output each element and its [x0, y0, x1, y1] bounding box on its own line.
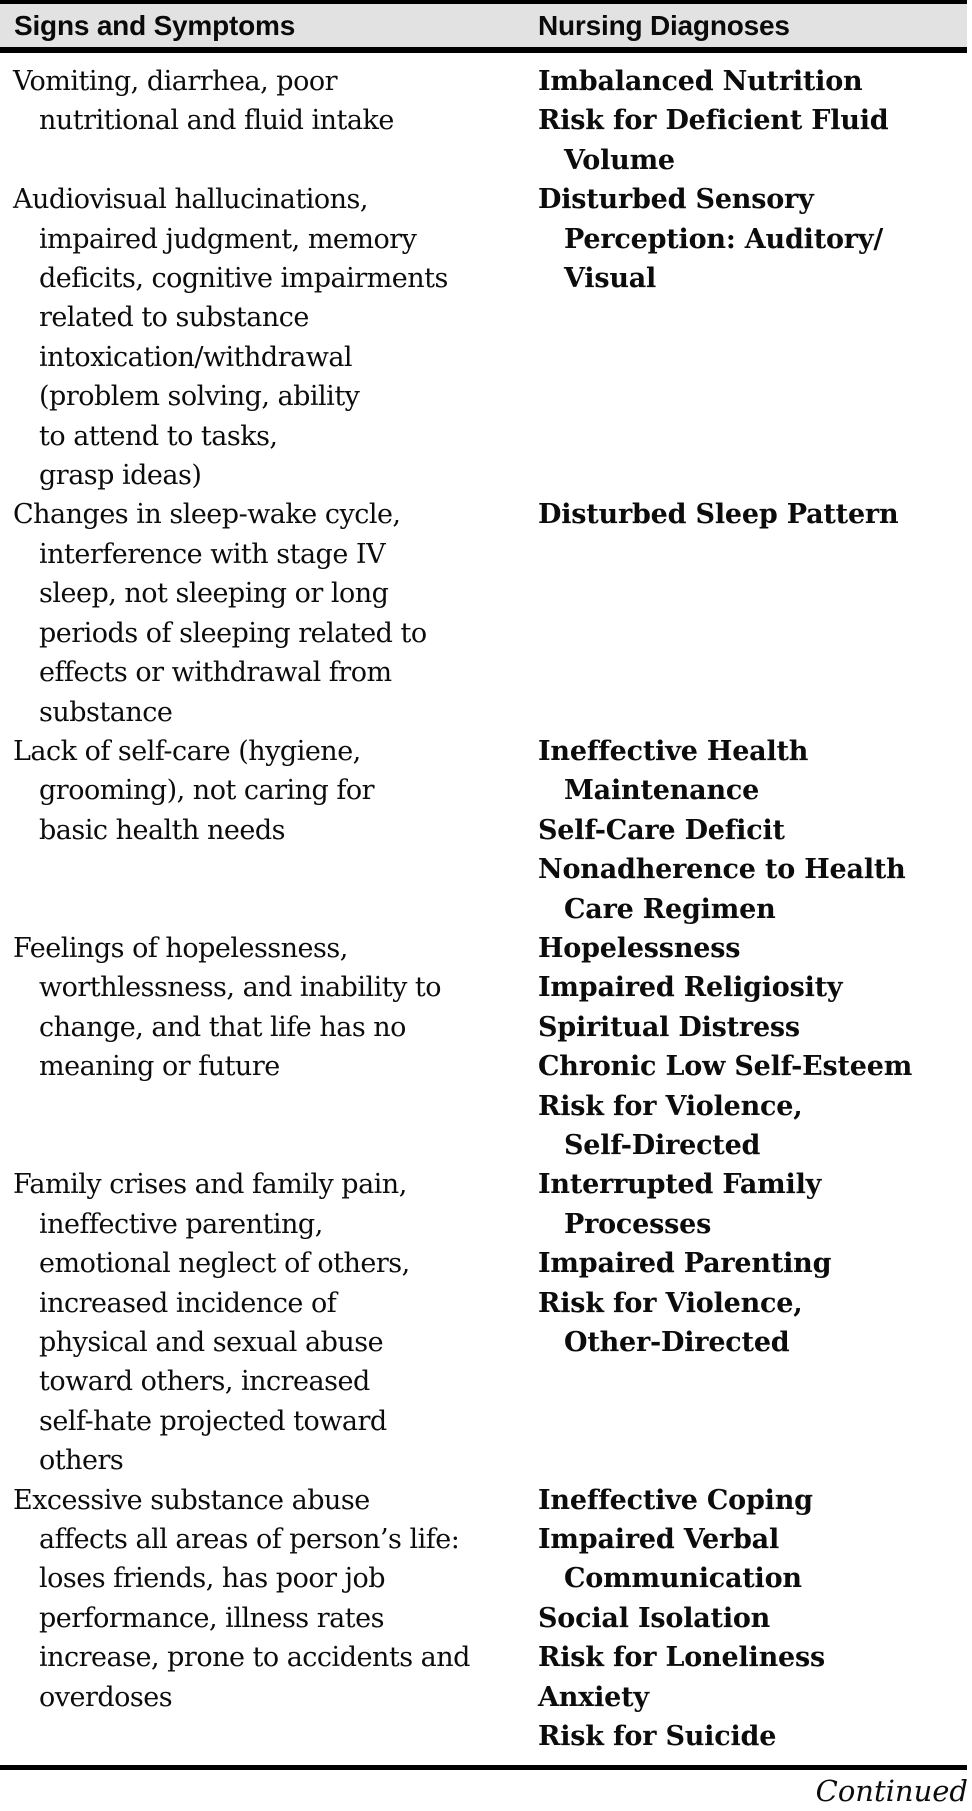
symptom-line: related to substance — [39, 302, 309, 334]
symptom-line: Feelings of hopelessness, — [13, 932, 348, 964]
symptom-line: emotional neglect of others, — [39, 1248, 410, 1280]
diagnosis-line: Maintenance — [564, 775, 760, 807]
diagnosis-line: Chronic Low Self-Esteem — [538, 1051, 913, 1083]
diagnosis-line: Disturbed Sensory — [538, 184, 814, 216]
symptom-line: to attend to tasks, — [39, 420, 278, 452]
symptom-line: performance, illness rates — [39, 1602, 384, 1634]
table-row — [13, 180, 972, 495]
symptom-line: deficits, cognitive impairments — [39, 263, 448, 295]
bottom-border-rule — [0, 1765, 967, 1770]
diagnoses-cell — [538, 1481, 972, 1757]
symptom-line: effects or withdrawal from — [39, 657, 392, 689]
symptoms-cell — [13, 180, 538, 495]
diagnosis-line: Risk for Deficient Fluid — [538, 105, 889, 137]
symptom-line: overdoses — [39, 1681, 173, 1713]
symptom-line: meaning or future — [39, 1051, 280, 1083]
symptom-line: Lack of self-care (hygiene, — [13, 735, 361, 767]
symptoms-cell — [13, 1165, 538, 1480]
diagnoses-cell — [538, 62, 972, 180]
diagnoses-cell — [538, 180, 972, 298]
symptom-line: Changes in sleep-wake cycle, — [13, 499, 401, 531]
symptom-line: grooming), not caring for — [39, 775, 375, 807]
symptom-line: Excessive substance abuse — [13, 1484, 370, 1516]
symptom-line: affects all areas of person’s life: — [39, 1524, 460, 1556]
symptom-line: increase, prone to accidents and — [39, 1642, 470, 1674]
symptom-line: substance — [39, 696, 173, 728]
diagnosis-line: Imbalanced Nutrition — [538, 66, 863, 97]
diagnosis-line: Social Isolation — [538, 1602, 771, 1634]
symptom-line: (problem solving, ability — [39, 381, 360, 413]
diagnosis-line: Hopelessness — [538, 932, 741, 964]
symptom-line: change, and that life has no — [39, 1011, 406, 1043]
column-header-signs-and-symptoms: Signs and Symptoms — [14, 9, 296, 41]
symptom-line: grasp ideas) — [39, 460, 202, 492]
symptom-line: nutritional and fluid intake — [39, 105, 394, 137]
diagnosis-line: Perception: Auditory/ — [564, 223, 883, 255]
table-body — [0, 53, 972, 1756]
diagnosis-line: Visual — [564, 263, 657, 295]
symptom-line: periods of sleeping related to — [39, 617, 427, 649]
diagnoses-cell — [538, 732, 972, 929]
diagnosis-line: Impaired Religiosity — [538, 972, 843, 1004]
diagnosis-line: Risk for Loneliness — [538, 1642, 825, 1674]
table-row — [13, 732, 972, 929]
diagnoses-cell — [538, 929, 972, 1165]
symptom-line: physical and sexual abuse — [39, 1327, 384, 1358]
symptom-line: Family crises and family pain, — [13, 1169, 407, 1201]
table-row — [13, 62, 972, 180]
diagnoses-cell — [538, 1165, 972, 1362]
diagnosis-line: Impaired Verbal — [538, 1524, 780, 1556]
symptoms-cell — [13, 62, 538, 141]
symptom-line: others — [39, 1445, 124, 1477]
table-row — [13, 1481, 972, 1757]
diagnosis-line: Anxiety — [538, 1681, 649, 1713]
symptom-line: loses friends, has poor job — [39, 1563, 385, 1595]
column-header-nursing-diagnoses: Nursing Diagnoses — [538, 9, 790, 41]
symptoms-cell — [13, 929, 538, 1087]
table-header-row — [0, 4, 967, 47]
diagnosis-line: Other-Directed — [564, 1327, 790, 1358]
symptoms-cell — [13, 495, 538, 731]
diagnosis-line: Nonadherence to Health — [538, 854, 906, 886]
diagnosis-line: Volume — [564, 144, 675, 176]
diagnosis-line: Risk for Violence, — [538, 1287, 803, 1319]
diagnosis-line: Communication — [564, 1563, 802, 1595]
diagnosis-line: Care Regimen — [564, 893, 776, 925]
diagnosis-line: Ineffective Coping — [538, 1484, 813, 1516]
table-row — [13, 495, 972, 731]
symptom-line: interference with stage IV — [39, 538, 386, 570]
symptom-line: increased incidence of — [39, 1287, 337, 1319]
diagnosis-line: Processes — [564, 1208, 712, 1240]
symptom-line: basic health needs — [39, 814, 285, 846]
diagnosis-line: Risk for Violence, — [538, 1090, 803, 1122]
diagnosis-line: Impaired Parenting — [538, 1248, 832, 1280]
diagnosis-line: Risk for Suicide — [538, 1721, 777, 1753]
symptom-line: intoxication/withdrawal — [39, 341, 353, 373]
diagnoses-cell — [538, 495, 972, 534]
diagnosis-line: Disturbed Sleep Pattern — [538, 499, 899, 531]
diagnosis-line: Self-Directed — [564, 1129, 761, 1161]
diagnosis-line: Interrupted Family — [538, 1169, 822, 1201]
diagnosis-line: Spiritual Distress — [538, 1011, 800, 1043]
symptom-line: Audiovisual hallucinations, — [13, 184, 368, 216]
symptom-line: impaired judgment, memory — [39, 223, 417, 255]
table-row — [13, 929, 972, 1165]
symptoms-cell — [13, 1481, 538, 1717]
symptom-line: toward others, increased — [39, 1366, 370, 1398]
symptom-line: worthlessness, and inability to — [39, 972, 442, 1004]
symptom-line: Vomiting, diarrhea, poor — [13, 66, 337, 97]
symptom-line: sleep, not sleeping or long — [39, 578, 389, 610]
symptom-line: ineffective parenting, — [39, 1208, 323, 1240]
diagnosis-line: Ineffective Health — [538, 735, 809, 767]
diagnosis-line: Self-Care Deficit — [538, 814, 785, 846]
symptom-line: self-hate projected toward — [39, 1405, 387, 1437]
continued-label: Continued — [815, 1774, 968, 1808]
symptoms-cell — [13, 732, 538, 850]
table-row — [13, 1165, 972, 1480]
